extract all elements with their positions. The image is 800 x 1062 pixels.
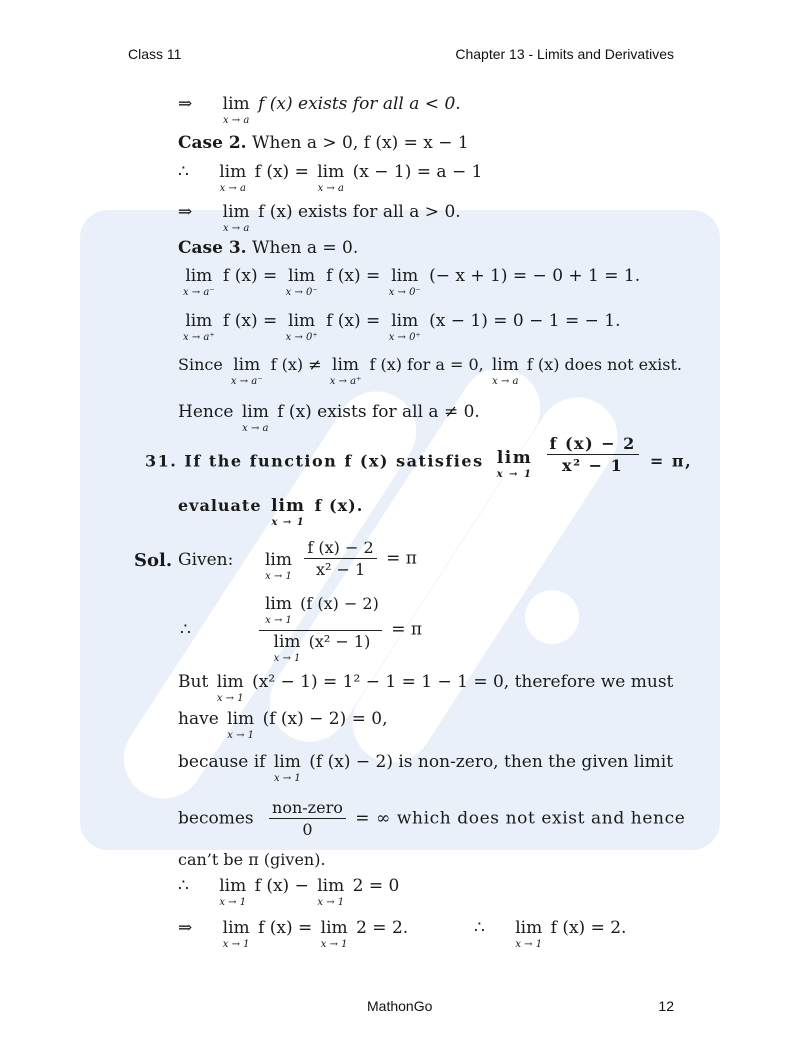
implies-symbol: ⇒ — [178, 202, 193, 222]
line-exists-a-lt-0: ⇒ lim x → a f (x) exists for all a < 0. — [178, 94, 461, 126]
limit: lim x → a — [222, 94, 250, 126]
line-final-1: ∴ lim x → 1 f (x) − lim x → 1 2 = 0 — [178, 876, 400, 908]
implies-symbol: ⇒ — [178, 94, 193, 114]
line-but: But lim x → 1 (x² − 1) = 1² − 1 = 1 − 1 = 0, therefore we must — [178, 672, 674, 704]
watermark-dot — [525, 590, 579, 644]
question-number: 31. — [145, 451, 178, 471]
line-final-2: ⇒ lim x → 1 f (x) = lim x → 1 2 = 2. — [178, 918, 409, 950]
header-class: Class 11 — [128, 46, 182, 62]
line-exists-a-gt-0: ⇒ lim x → a f (x) exists for all a > 0. — [178, 202, 461, 234]
page-number: 12 — [658, 998, 674, 1014]
line-becomes: becomes $\frac{\text{non-zero}}{0}$ = ∞ which does not exist and hence — [178, 798, 686, 839]
question-31: 31. If the function f (x) satisfies lim x → 1 $\frac{f (x) - 2}{\text{x² − 1}}$ = π, — [145, 434, 693, 480]
case-3-label: Case 3. — [178, 238, 247, 258]
line-hence: Hence lim x → a f (x) exists for all a ≠ 0. — [178, 402, 480, 434]
case-2-label: Case 2. — [178, 133, 247, 153]
final-answer: ∴ lim x → 1 f (x) = 2. — [474, 918, 627, 950]
line-right-limit: lim x → a⁺ f (x) = lim x → 0⁺ f (x) = lim x → 0⁺ (x − 1) = 0 − 1 = − 1. — [183, 311, 621, 343]
header-chapter: Chapter 13 - Limits and Derivatives — [455, 46, 674, 62]
line-case2-limit: ∴ lim x → a f (x) = lim x → a (x − 1) = a − 1 — [178, 162, 483, 194]
case-3-line: Case 3. When a = 0. — [178, 238, 359, 258]
case-2-line: Case 2. When a > 0, f (x) = x − 1 — [178, 133, 469, 153]
limit-quotient: lim x → 1 (f (x) − 2) lim x → 1 (x² − 1) = π — [255, 596, 422, 664]
line-because: because if lim x → 1 (f (x) − 2) is non-zero, then the given limit — [178, 752, 674, 784]
line-have: have lim x → 1 (f (x) − 2) = 0, — [178, 709, 388, 741]
given-expression: lim x → 1 $\frac{f (x) - 2}{\text{x² − 1}}$ = π — [265, 538, 417, 582]
therefore-symbol: ∴ — [178, 162, 189, 182]
footer-brand: MathonGo — [367, 998, 433, 1014]
line-left-limit: lim x → a⁻ f (x) = lim x → 0⁻ f (x) = lim x → 0⁻ (− x + 1) = − 0 + 1 = 1. — [183, 266, 641, 298]
question-31-line2: evaluate lim x → 1 f (x). — [178, 496, 364, 528]
solution-given: Given: — [178, 550, 234, 570]
therefore-symbol: ∴ — [180, 620, 191, 640]
line-cant-be-pi: can’t be π (given). — [178, 850, 326, 869]
line-since: Since lim x → a⁻ f (x) ≠ lim x → a⁺ f (x) for a = 0, lim x → a f (x) does not exist. — [178, 355, 682, 387]
solution-label: Sol. — [134, 550, 173, 571]
